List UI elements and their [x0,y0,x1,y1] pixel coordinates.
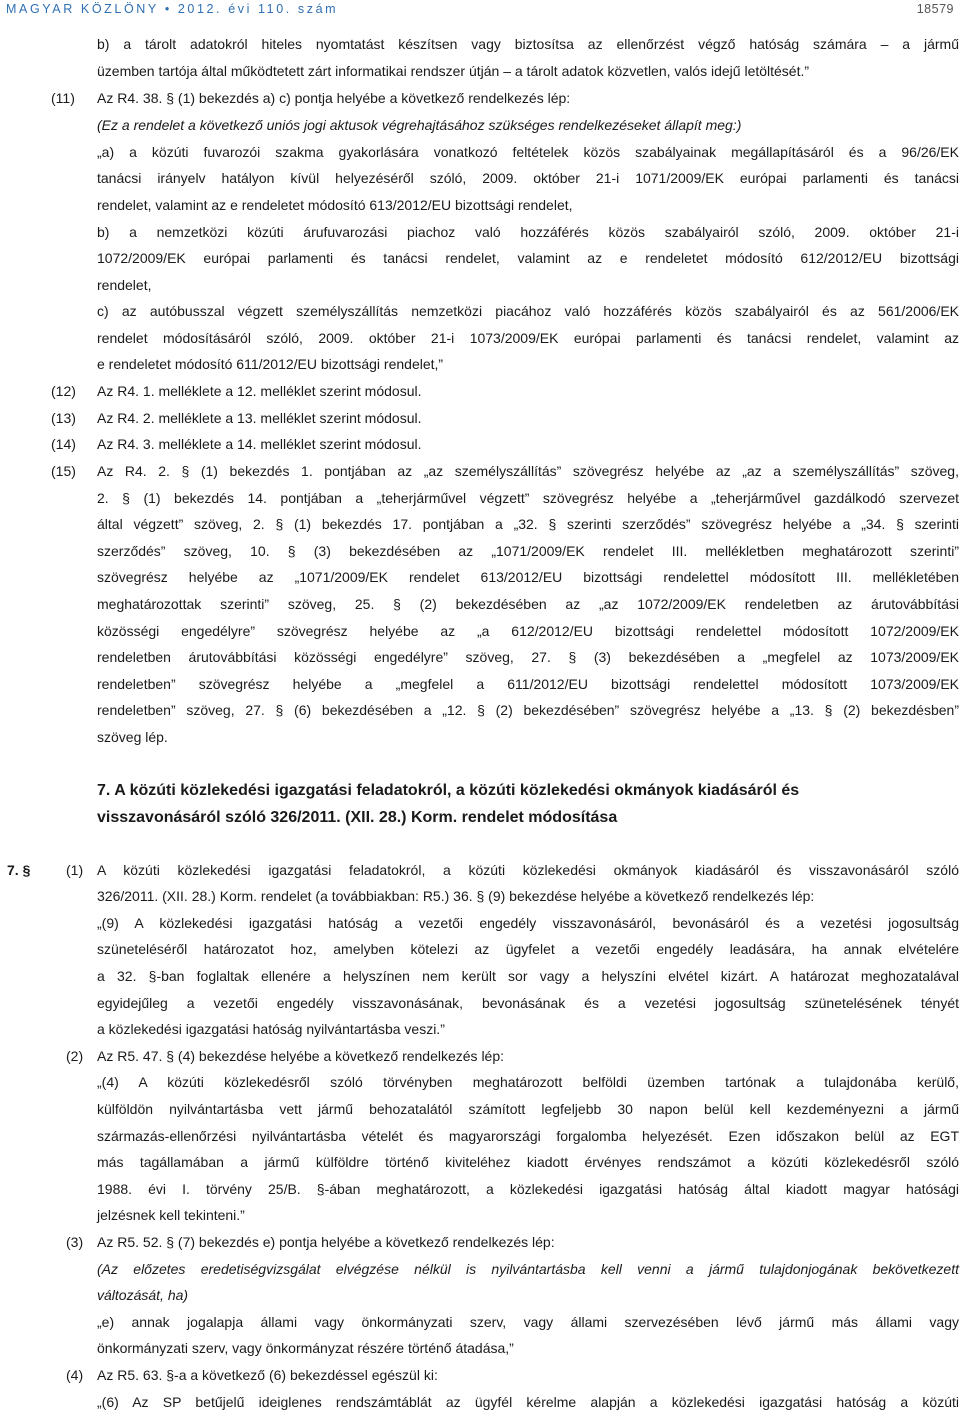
text-line: Az R4. 1. melléklete a 12. melléklet szerint módosul. [97,383,422,399]
text-line: önkormányzati szerv, vagy önkormányzat részére történő átadása,” [97,1340,514,1356]
paragraph-number: (13) [51,410,76,426]
paragraph-number: (14) [51,436,76,452]
text-line: rendelet, [97,277,152,293]
paragraph-number: (1) [66,862,84,878]
text-line: a 32. §-ban foglaltak ellenére a helyszínen nem került sor vagy a helyszíni elvétel kizárt. A határozat meghozatalával [97,968,959,984]
text-line: rendeletben” szövegrész helyébe a „megfelel a 611/2012/EU bizottsági rendelettel módosított 1073/2009/EK [97,676,959,692]
text-line: jelzésnek kell tekinteni.” [97,1207,245,1223]
text-line: Az R5. 63. §-a a következő (6) bekezdéssel egészül ki: [97,1367,438,1383]
text-line: Az R4. 2. § (1) bekezdés 1. pontjában az „az személyszállítás” szövegrész helyébe az „az a személyszállítás” szöveg, [97,463,959,479]
text-line: rendelet, valamint az e rendeletet módosító 613/2012/EU bizottsági rendelet, [97,197,573,213]
text-line: 1072/2009/EK európai parlamenti és tanácsi rendelet, valamint az e rendeletet módosító 612/2012/EU bizottsági [97,250,959,266]
text-line: szerződés” szöveg, 10. § (3) bekezdésében az „1071/2009/EK rendelet III. mellékletben meghatározott szerinti” [97,543,959,559]
paragraph-number: (11) [51,90,75,106]
text-line: „e) annak jogalapja állami vagy önkormányzati szerv, vagy állami szervezésében lévő jármű más állami vagy [97,1314,959,1330]
text-line: c) az autóbusszal végzett személyszállítás nemzetközi piacához való hozzáférés közös szabályairól és az 561/2006/EK [97,303,959,319]
text-line: által végzett” szöveg, 2. § (1) bekezdés 17. pontjában a „32. § szerinti szerződés” szövegrész helyébe a „34. § szerinti [97,516,959,532]
paragraph-number: (12) [51,383,76,399]
text-line: egyidejűleg a vezetői engedély visszavonásának, bevonásának és a vezetési jogosultság szünetelésének tényét [97,995,959,1011]
text-line: (Az előzetes eredetiségvizsgálat elvégzése nélkül is nyilvántartásba kell venni a jármű tulajdonjogának bekövetkezett [97,1261,959,1277]
text-line: „a) a közúti fuvarozói szakma gyakorlására vonatkozó feltételek közös szabályainak megállapításáról és a 96/26/EK [97,144,959,160]
text-line: Az R4. 2. melléklete a 13. melléklet szerint módosul. [97,410,422,426]
text-line: „(6) Az SP betűjelű ideiglenes rendszámtáblát az ügyfél kérelme alapján a közlekedési igazgatási hatóság a közúti [97,1394,959,1410]
text-line: 1988. évi I. törvény 25/B. §-ában meghatározott, a közlekedési igazgatási hatóság által kiadott magyar hatósági [97,1181,959,1197]
text-line: változását, ha) [97,1287,189,1303]
issue-label: 2012. évi 110. szám [177,2,339,16]
text-line: szövegrész helyébe az „1071/2009/EK rendelet 613/2012/EU bizottsági rendelettel módosított III. mellékletében [97,569,959,585]
text-line: Az R5. 47. § (4) bekezdése helyébe a következő rendelkezés lép: [97,1048,505,1064]
text-line: b) a tárolt adatokról hiteles nyomtatást készítsen vagy biztosítsa az ellenőrzést végző hatóság számára – a jármű [97,36,959,52]
page-header [6,0,954,18]
section-number: 7. § [7,862,31,878]
section-heading-line: 7. A közúti közlekedési igazgatási feladatokról, a közúti közlekedési okmányok kiadásáról és [97,782,800,799]
text-line: más tagállamában a jármű külföldre történő kiviteléhez kiadott érvényes rendszámot a közúti közlekedésről szóló [97,1154,959,1170]
text-line: Az R5. 52. § (7) bekezdés e) pontja helyébe a következő rendelkezés lép: [97,1234,555,1250]
text-line: (Ez a rendelet a következő uniós jogi aktusok végrehajtásához szükséges rendelkezéseket állapít meg:) [97,117,742,133]
header-left [6,2,338,16]
text-line: meghatározottak szerinti” szöveg, 25. § (2) bekezdésében az „az 1072/2009/EK rendeletben az árutovábbítási [97,596,959,612]
text-line: „(4) A közúti közlekedésről szóló törvényben meghatározott belföldi üzemben tartónak a tulajdonába kerülő, [97,1074,959,1090]
text-line: rendelet módosításáról szóló, 2009. október 21-i 1073/2009/EK európai parlamenti és tanácsi rendelet, valamint az [97,330,959,346]
header-separator: • [164,2,172,16]
text-line: b) a nemzetközi közúti árufuvarozási piachoz való hozzáférés közös szabályairól szóló, 2009. október 21-i [97,224,959,240]
paragraph-number: (4) [66,1367,84,1383]
text-line: külföldön nyilvántartásba vett jármű behozatalától számított legfeljebb 30 napon belül kell kezdeményezni a jármű [97,1101,959,1117]
text-line: A közúti közlekedési igazgatási feladatokról, a közúti közlekedési okmányok kiadásáról és visszavonásáról szóló [97,862,959,878]
paragraph-number: (2) [66,1048,84,1064]
section-heading-line: visszavonásáról szóló 326/2011. (XII. 28.) Korm. rendelet módosítása [97,809,618,826]
text-line: Az R4. 38. § (1) bekezdés a) c) pontja helyébe a következő rendelkezés lép: [97,90,571,106]
text-line: rendeletben árutovábbítási közösségi engedélyre” szöveg, 27. § (3) bekezdésében a „megfelel az 1073/2009/EK [97,649,959,665]
text-line: rendeletben” szöveg, 27. § (6) bekezdésében a „12. § (2) bekezdésében” szövegrész helyébe a „13. § (2) bekezdésben” [97,702,959,718]
text-line: üzemben tartója által működtetett zárt informatikai rendszer útján – a tárolt adatok közvetlen, valós idejű letöltését.” [97,63,810,79]
text-line: szöveg lép. [97,729,168,745]
publication-title: MAGYAR KÖZLÖNY [6,2,159,16]
text-line: tanácsi irányelv hatályon kívül helyezéséről szóló, 2009. október 21-i 1071/2009/EK európai parlamenti és tanácsi [97,170,959,186]
text-line: Az R4. 3. melléklete a 14. melléklet szerint módosul. [97,436,422,452]
text-line: „(9) A közlekedési igazgatási hatóság a vezetői engedély visszavonásáról, bevonásáról és a vezetési jogosultság [97,915,959,931]
text-line: a közlekedési igazgatási hatóság nyilvántartásba veszi.” [97,1021,445,1037]
text-line: e rendeletet módosító 611/2012/EU bizottsági rendelet,” [97,356,444,372]
paragraph-number: (15) [51,463,76,479]
page-number: 18579 [916,2,954,16]
paragraph-number: (3) [66,1234,84,1250]
text-line: 2. § (1) bekezdés 14. pontjában a „teherjárművel végzett” szövegrész helyébe a „teherjárművel gazdálkodó szervezet [97,490,959,506]
text-line: 326/2011. (XII. 28.) Korm. rendelet (a továbbiakban: R5.) 36. § (9) bekezdése helyébe a következő rendelkezés lép: [97,888,815,904]
text-line: származás-ellenőrzési nyilvántartásba vételét és magyarországi forgalomba helyezését. Ezen időszakon belül az EGT [97,1128,959,1144]
text-line: szüneteléséről határozatot hoz, amelyben kötelezi az ügyfelet a vezetői engedély leadására, ha annak elvételére [97,941,959,957]
text-line: közösségi engedélyre” szövegrész helyébe az „a 612/2012/EU bizottsági rendelettel módosított 1072/2009/EK [97,623,959,639]
